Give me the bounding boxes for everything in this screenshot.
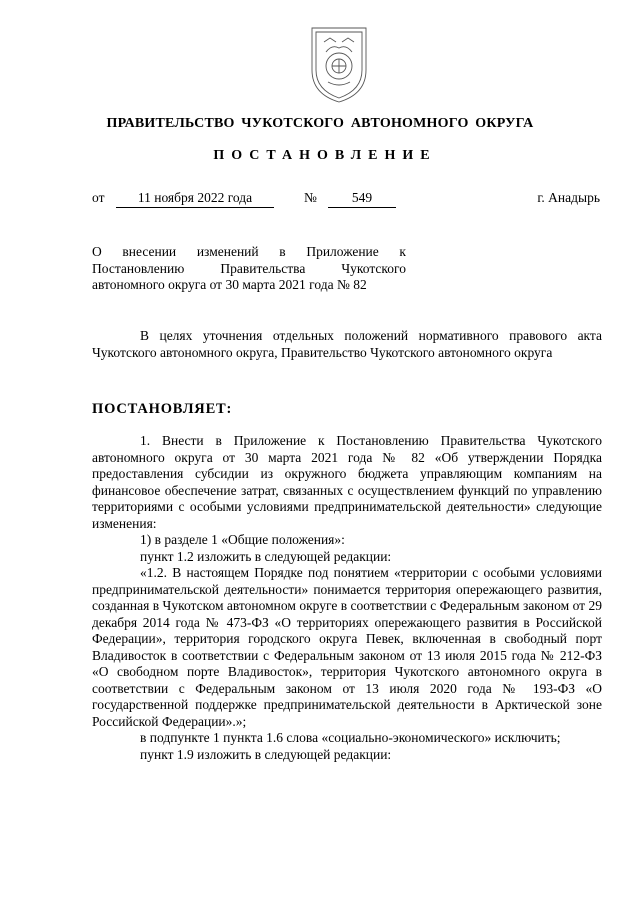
body-paragraph: «1.2. В настоящем Порядке под понятием «территории с особыми условиями предпринимательской деятельности» понимается территория опережающего развития, созданная в Чукотском автономном округе в соответствии с Федеральным законом от 29 декабря 2014 года № 473-ФЗ «О территориях опережающего развития в Российской Федерации», территория городского округа Певек, включенная в свободный порт Владивосток в соответствии с Федеральным законом от 13 июля 2015 года № 212-ФЗ «О свободном порте Владивосток», территория Чукотского автономного округа в соответствии с Федеральным законом от 13 июля 2020 года № 193-ФЗ «О государственной поддержке предпринимательской деятельности в Арктической зоне Российской Федерации».»; [92, 565, 602, 729]
body-paragraph: пункт 1.9 изложить в следующей редакции: [140, 746, 392, 762]
number-label: № [304, 190, 317, 205]
body-paragraph: 1. Внести в Приложение к Постановлению Правительства Чукотского автономного округа от 30 марта 2021 года № 82 «Об утверждении Порядка предоставления субсидии из окружного бюджета управляющим компаниям на финансовое обеспечение затрат, связанных с осуществлением функций по управлению территориями с особыми условиями предпринимательской деятельности» следующие изменения: [92, 433, 602, 531]
document-number: 549 [328, 190, 396, 208]
decree-heading: ПОСТАНОВЛЯЕТ: [92, 401, 233, 417]
coat-of-arms-emblem [302, 22, 376, 106]
date-prefix-label: от [92, 190, 105, 205]
document-subject: О внесении изменений в Приложение к Постановлению Правительства Чукотского автономного округа от 30 марта 2021 года № 82 [92, 244, 406, 292]
document-type-title: ПОСТАНОВЛЕНИЕ [213, 148, 437, 163]
government-title: ПРАВИТЕЛЬСТВО ЧУКОТСКОГО АВТОНОМНОГО ОКРУГА [106, 116, 534, 131]
preamble [92, 328, 602, 361]
document-body [92, 433, 602, 763]
preamble-text: В целях уточнения отдельных положений нормативного правового акта Чукотского автономного округа, Правительство Чукотского автономного округа [92, 328, 602, 360]
body-paragraph: пункт 1.2 изложить в следующей редакции: [140, 548, 392, 564]
body-paragraph: в подпункте 1 пункта 1.6 слова «социально-экономического» исключить; [140, 730, 561, 745]
document-date: 11 ноября 2022 года [116, 190, 274, 208]
body-paragraph: 1) в разделе 1 «Общие положения»: [140, 532, 345, 547]
city-label: г. Анадырь [537, 190, 600, 205]
